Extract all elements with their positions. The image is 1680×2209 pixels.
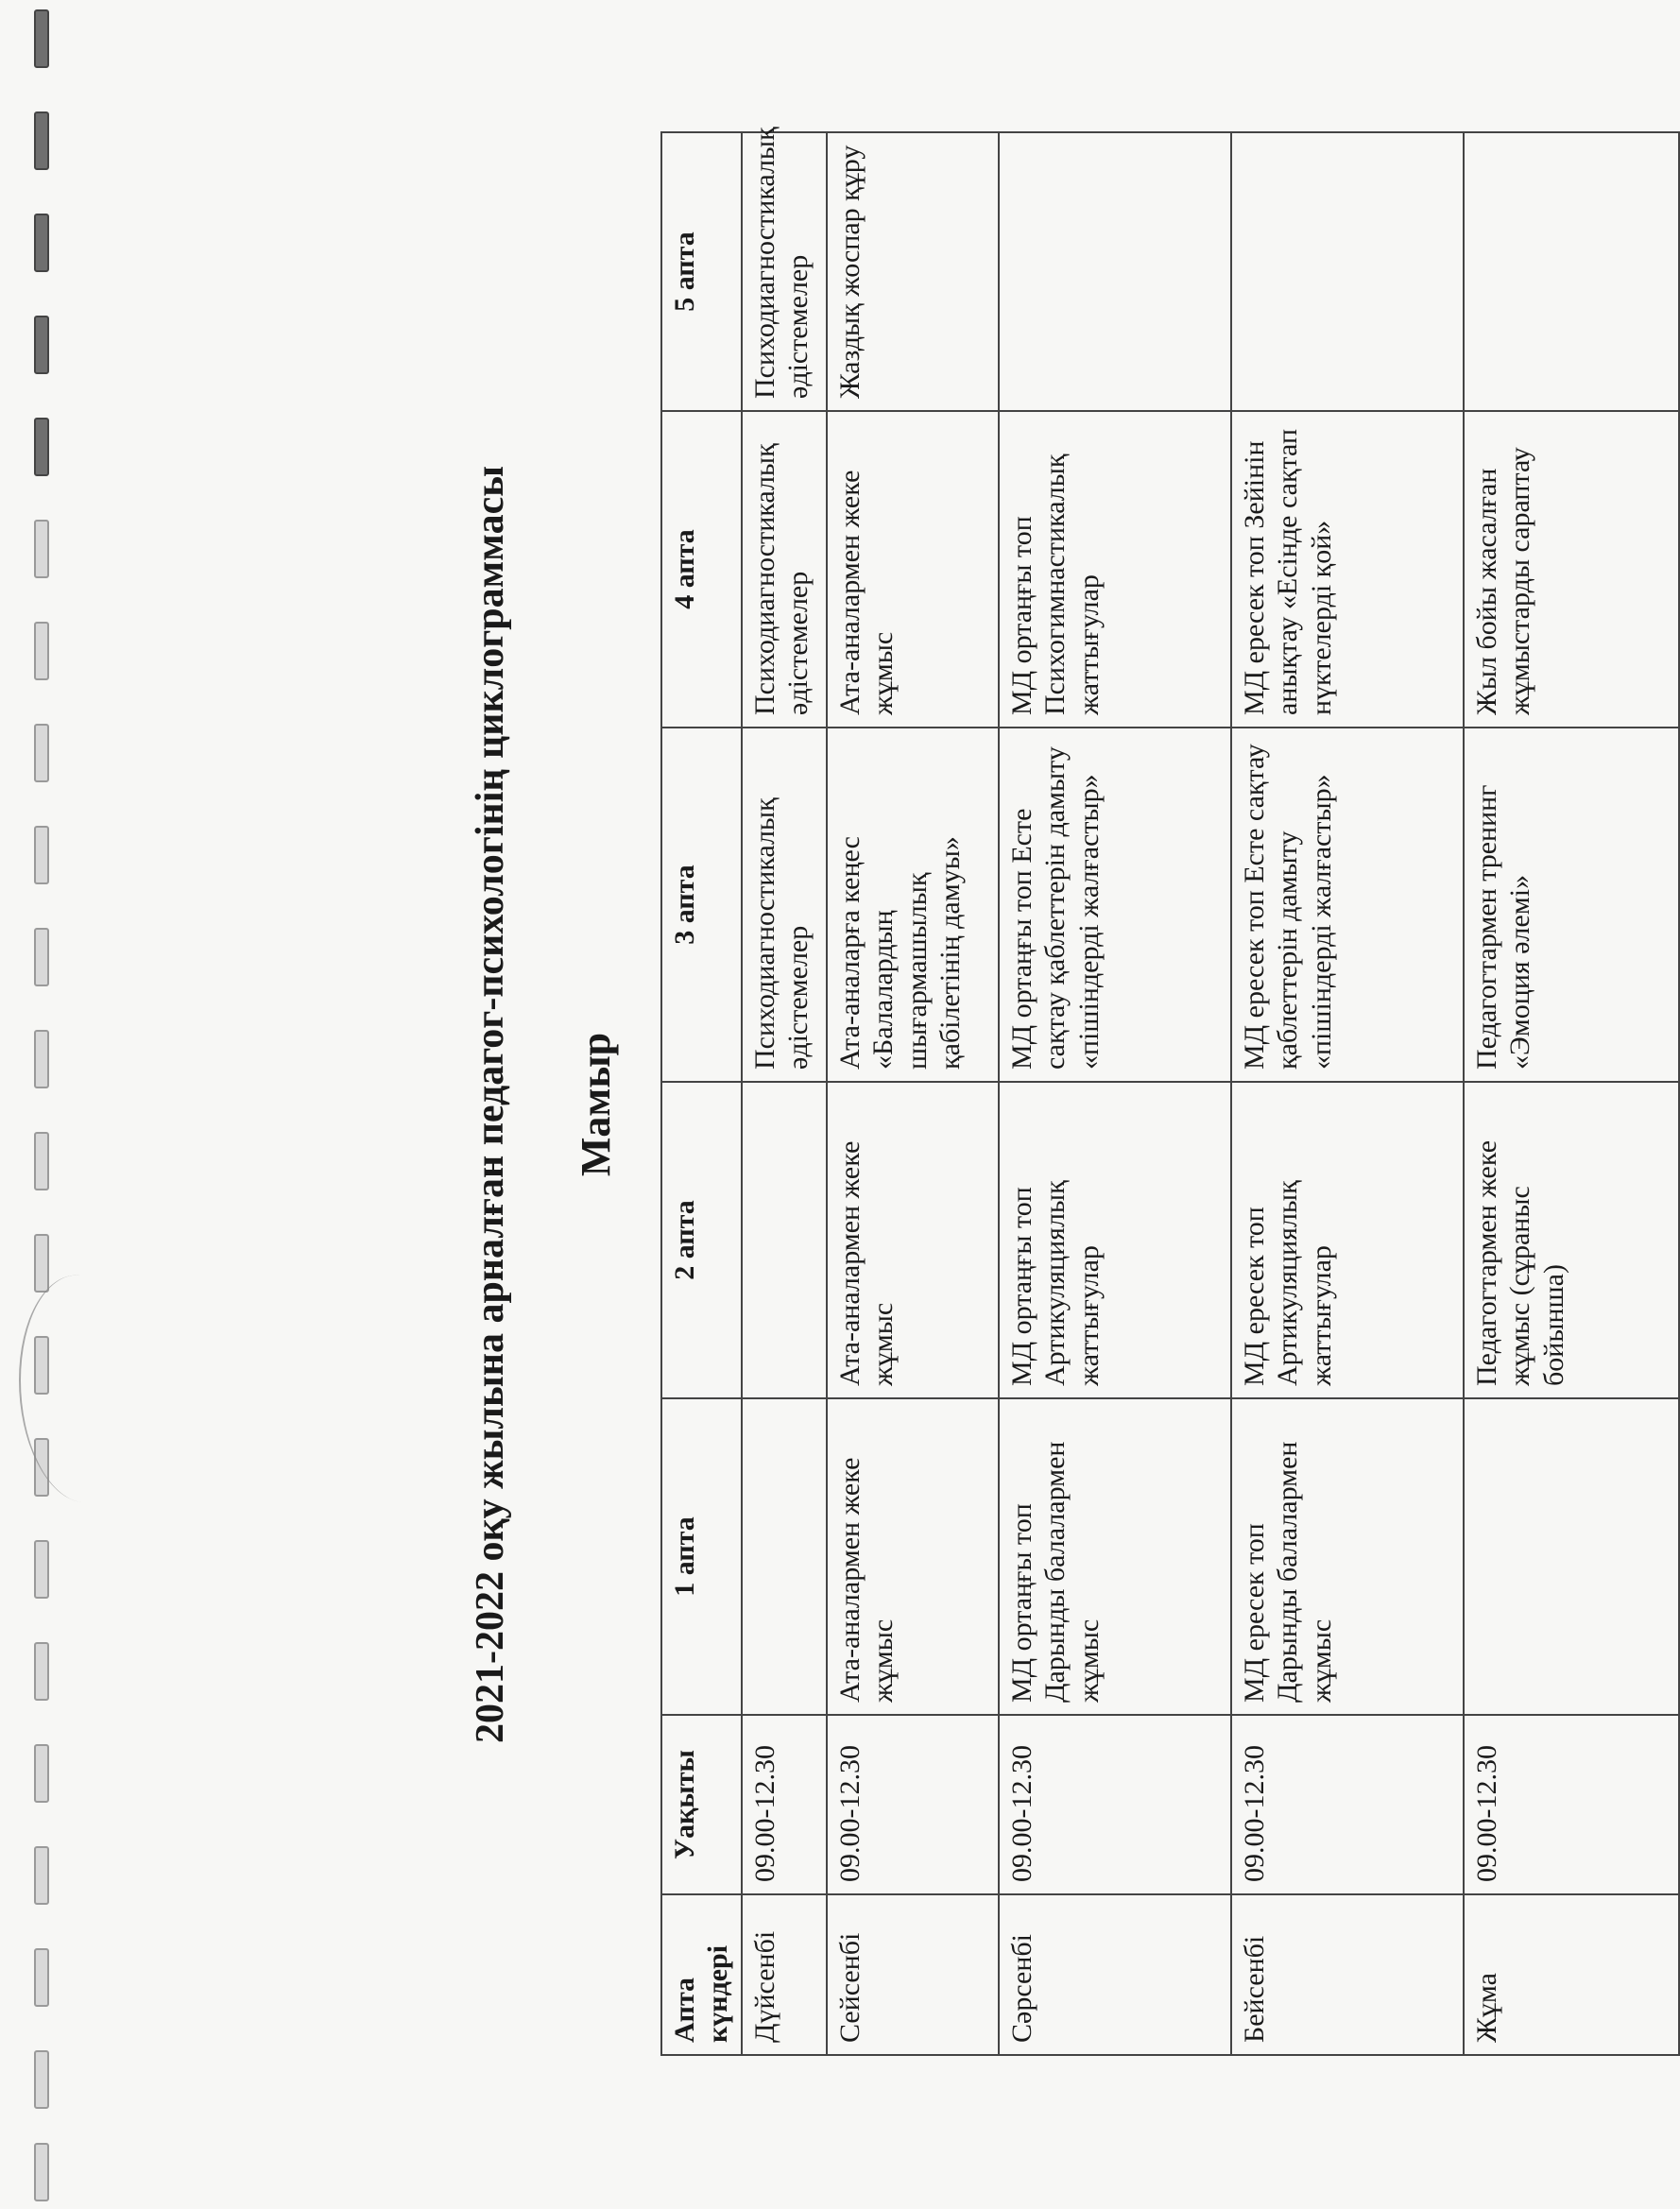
week-cell: МД ересек топ Есте сақтау қаблеттерін дамыту «пішіндерді жалғастыр» [1231, 728, 1464, 1082]
table-row-friday [1464, 132, 1679, 2055]
week-cell: МД ортаңғы топ Психогимнастикалық жаттығулар [999, 411, 1231, 728]
week-cell: Жыл бойы жасалған жұмыстарды сараптау [1464, 411, 1679, 728]
week-cell [1464, 1398, 1679, 1715]
week-cell: МД ортаңғы топ Дарынды балалармен жұмыс [999, 1398, 1231, 1715]
time-cell: 09.00-12.30 [742, 1715, 827, 1894]
time-cell: 09.00-12.30 [1231, 1715, 1464, 1894]
day-cell: Сейсенбі [827, 1894, 999, 2055]
day-cell: Сәрсенбі [999, 1894, 1231, 2055]
week-cell: МД ересек топ Дарынды балалармен жұмыс [1231, 1398, 1464, 1715]
week-cell: МД ортаңғы топ Артикуляциялық жаттығулар [999, 1082, 1231, 1398]
week-cell: МД ересек топ Зейінін анықтау «Есінде сақтап нүктелерді қой» [1231, 411, 1464, 728]
table-header-row [661, 132, 742, 2055]
week-cell: МД ересек топ Артикуляциялық жаттығулар [1231, 1082, 1464, 1398]
time-cell: 09.00-12.30 [1464, 1715, 1679, 1894]
table-row-tuesday [827, 132, 999, 2055]
header-week-4: 4 апта [661, 411, 742, 728]
header-week-2: 2 апта [661, 1082, 742, 1398]
week-cell: Психодиагностикалық әдістемелер [742, 411, 827, 728]
week-cell: Ата-аналармен жеке жұмыс [827, 1082, 999, 1398]
day-cell: Жұма [1464, 1894, 1679, 2055]
header-weekday: Апта күндері [661, 1894, 742, 2055]
week-cell: МД ортаңғы топ Есте сақтау қаблеттерін дамыту «пішіндерді жалғастыр» [999, 728, 1231, 1082]
week-cell: Ата-аналармен жеке жұмыс [827, 411, 999, 728]
week-cell: Психодиагностикалық әдістемелер [742, 132, 827, 411]
week-cell: Жаздық жоспар құру [827, 132, 999, 411]
rotated-document-page [44, 32, 1569, 2177]
week-cell [999, 132, 1231, 411]
header-week-1: 1 апта [661, 1398, 742, 1715]
week-cell [1464, 132, 1679, 411]
table-row-thursday [1231, 132, 1464, 2055]
header-week-3: 3 апта [661, 728, 742, 1082]
day-cell: Бейсенбі [1231, 1894, 1464, 2055]
week-cell [742, 1082, 827, 1398]
month-heading: Мамыр [573, 1032, 619, 1177]
document-title: 2021-2022 оқу жылына арналған педагог-психологінің циклограммасы [469, 465, 512, 1744]
week-cell: Ата-аналармен жеке жұмыс [827, 1398, 999, 1715]
table-row-wednesday [999, 132, 1231, 2055]
week-cell: Ата-аналарға кеңес «Балалардың шығармашылық қабілетінің дамуы» [827, 728, 999, 1082]
table-row-monday [742, 132, 827, 2055]
week-cell [1231, 132, 1464, 411]
week-cell [742, 1398, 827, 1715]
day-cell: Дүйсенбі [742, 1894, 827, 2055]
header-week-5: 5 апта [661, 132, 742, 411]
week-cell: Педагогтармен жеке жұмыс (сұраныс бойынша) [1464, 1082, 1679, 1398]
time-cell: 09.00-12.30 [999, 1715, 1231, 1894]
week-cell: Психодиагностикалық әдістемелер [742, 728, 827, 1082]
header-time: Уақыты [661, 1715, 742, 1894]
schedule-table [660, 127, 1680, 2056]
week-cell: Педагогтармен тренинг «Эмоция әлемі» [1464, 728, 1679, 1082]
time-cell: 09.00-12.30 [827, 1715, 999, 1894]
